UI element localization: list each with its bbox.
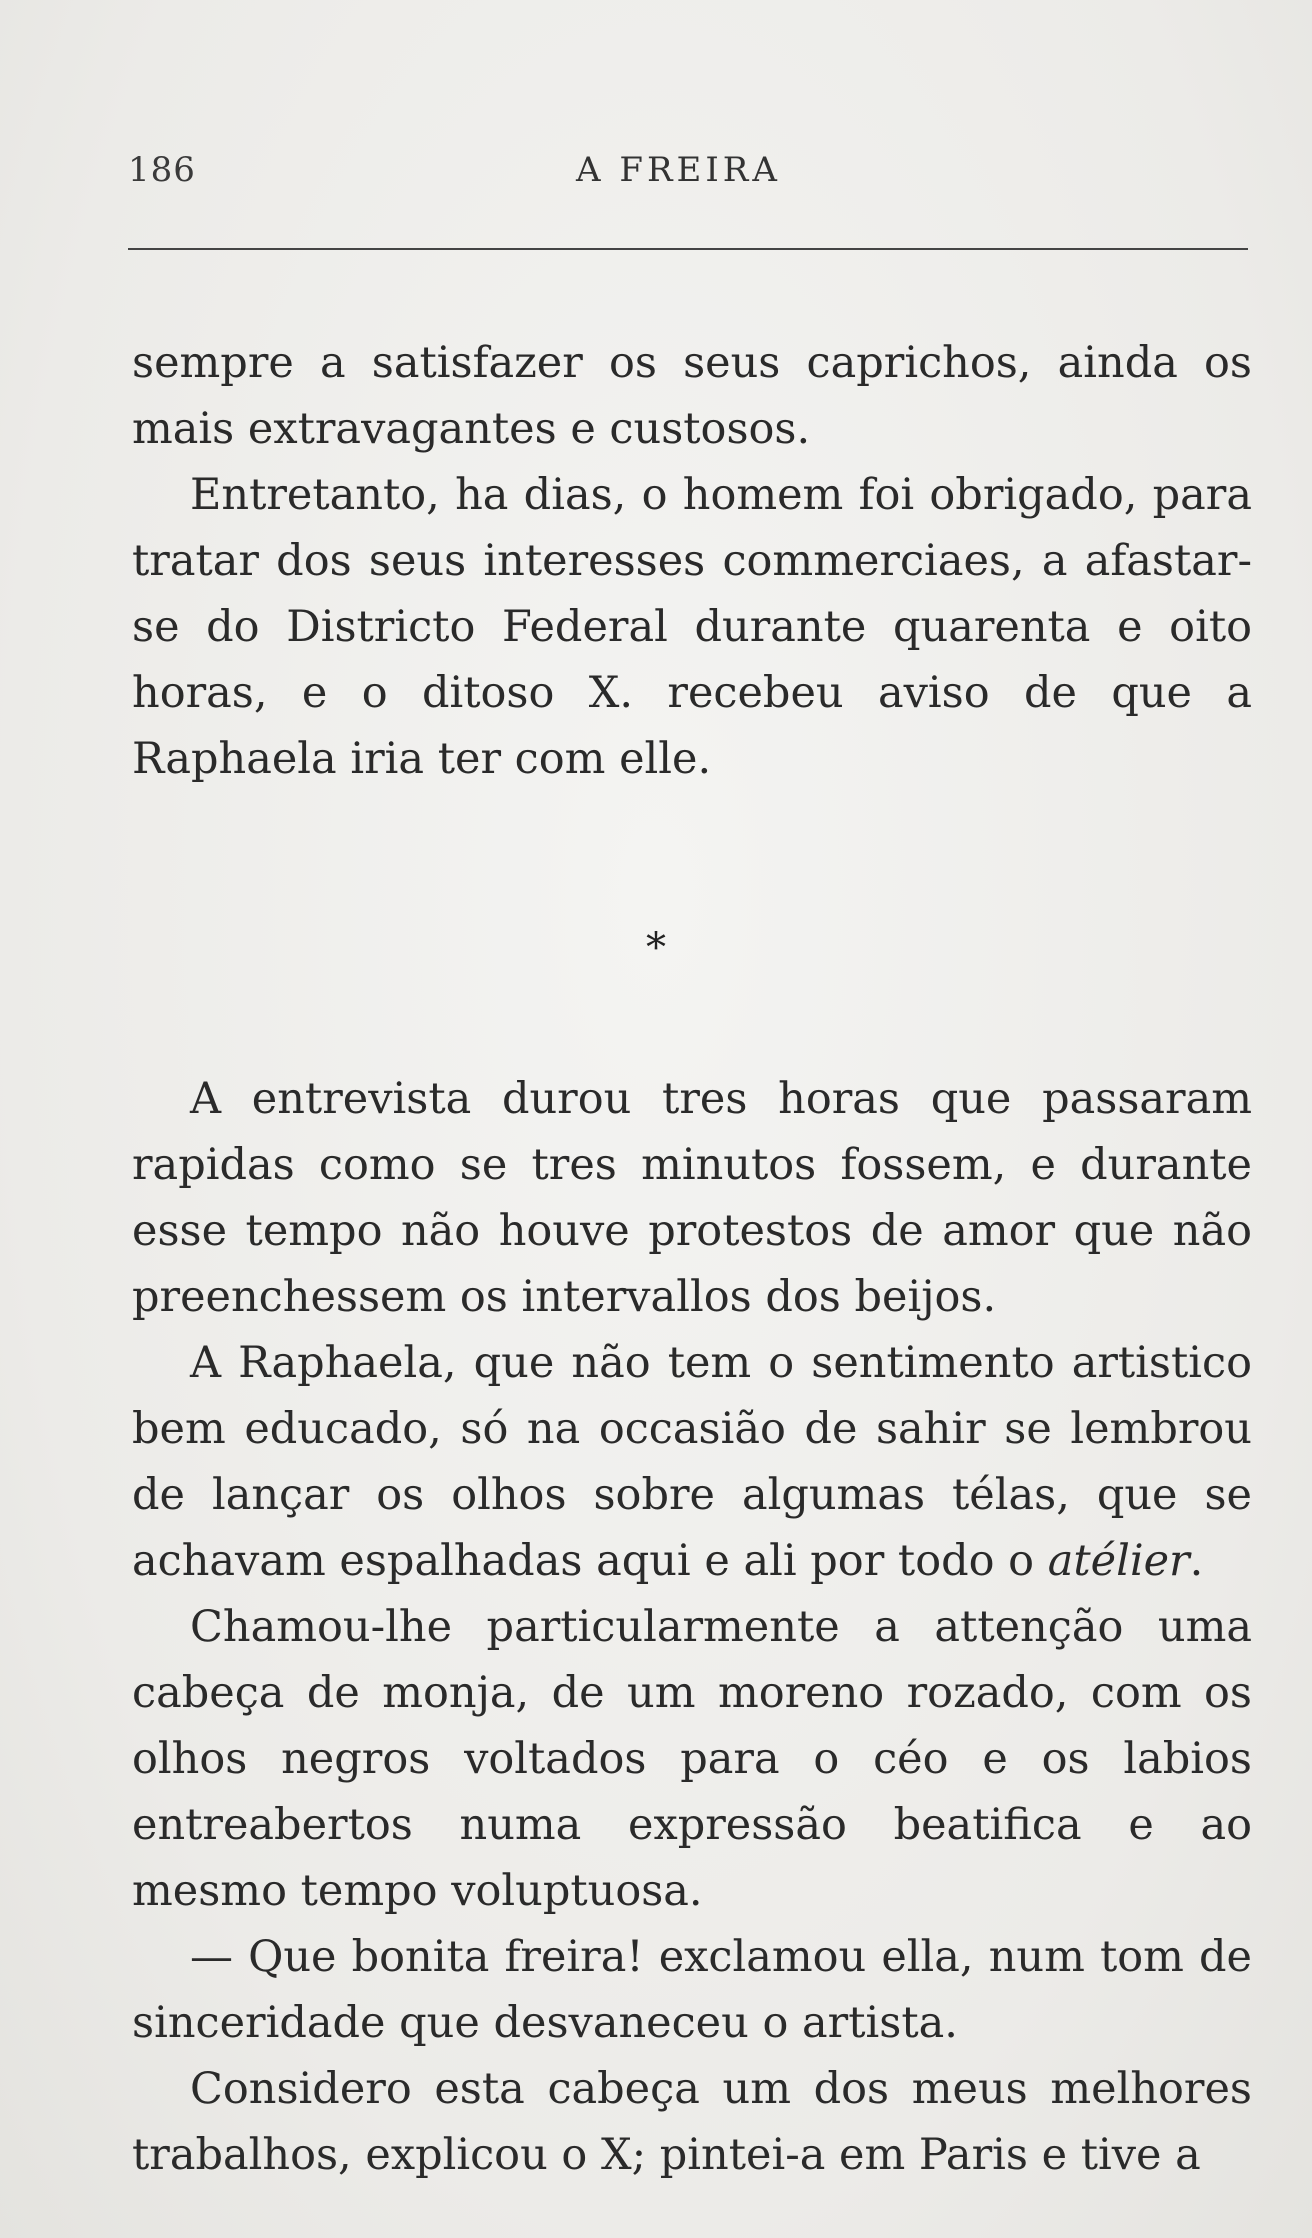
italic-word: atélier [1047,1536,1190,1586]
paragraph: Entretanto, ha dias, o homem foi obrigado, para tratar dos seus interesses commerciaes, a afastar-se do Districto Federal durante quarenta e oito horas, e o ditoso X. recebeu aviso de que a Raphaela iria ter com elle. [132,470,1252,784]
paragraph: Considero esta cabeça um dos meus melhores trabalhos, explicou o X; pintei-a em Paris e tive a [132,2064,1252,2180]
paragraph: A entrevista durou tres horas que passaram rapidas como se tres minutos fossem, e durante esse tempo não houve protestos de amor que não preenchessem os intervallos dos beijos. [132,1074,1252,1322]
paragraph: — Que bonita freira! exclamou ella, num tom de sinceridade que desvaneceu o artista. [132,1932,1252,2048]
header-rule [128,248,1248,250]
page-number: 186 [128,150,196,190]
paragraph: sempre a satisfazer os seus caprichos, ainda os mais extravagantes e custosos. [132,338,1252,454]
paragraph-with-italic [132,1330,1252,1594]
running-header [128,150,1248,198]
italic-suffix: . [1189,1536,1204,1586]
paragraph-text: A Raphaela, que não tem o sentimento artistico bem educado, só na occasião de sahir se lembrou de lançar os olhos sobre algumas télas, que se achavam espalhadas aqui e ali por todo o [132,1338,1252,1586]
text-section-two [132,1066,1252,2188]
section-separator: * [646,925,666,971]
paragraph: Chamou-lhe particularmente a attenção uma cabeça de monja, de um moreno rozado, com os olhos negros voltados para o céo e os labios entreabertos numa expressão beatifica e ao mesmo tempo voluptuosa. [132,1602,1252,1916]
text-section-one [132,330,1252,792]
running-title: A FREIRA [576,150,781,190]
